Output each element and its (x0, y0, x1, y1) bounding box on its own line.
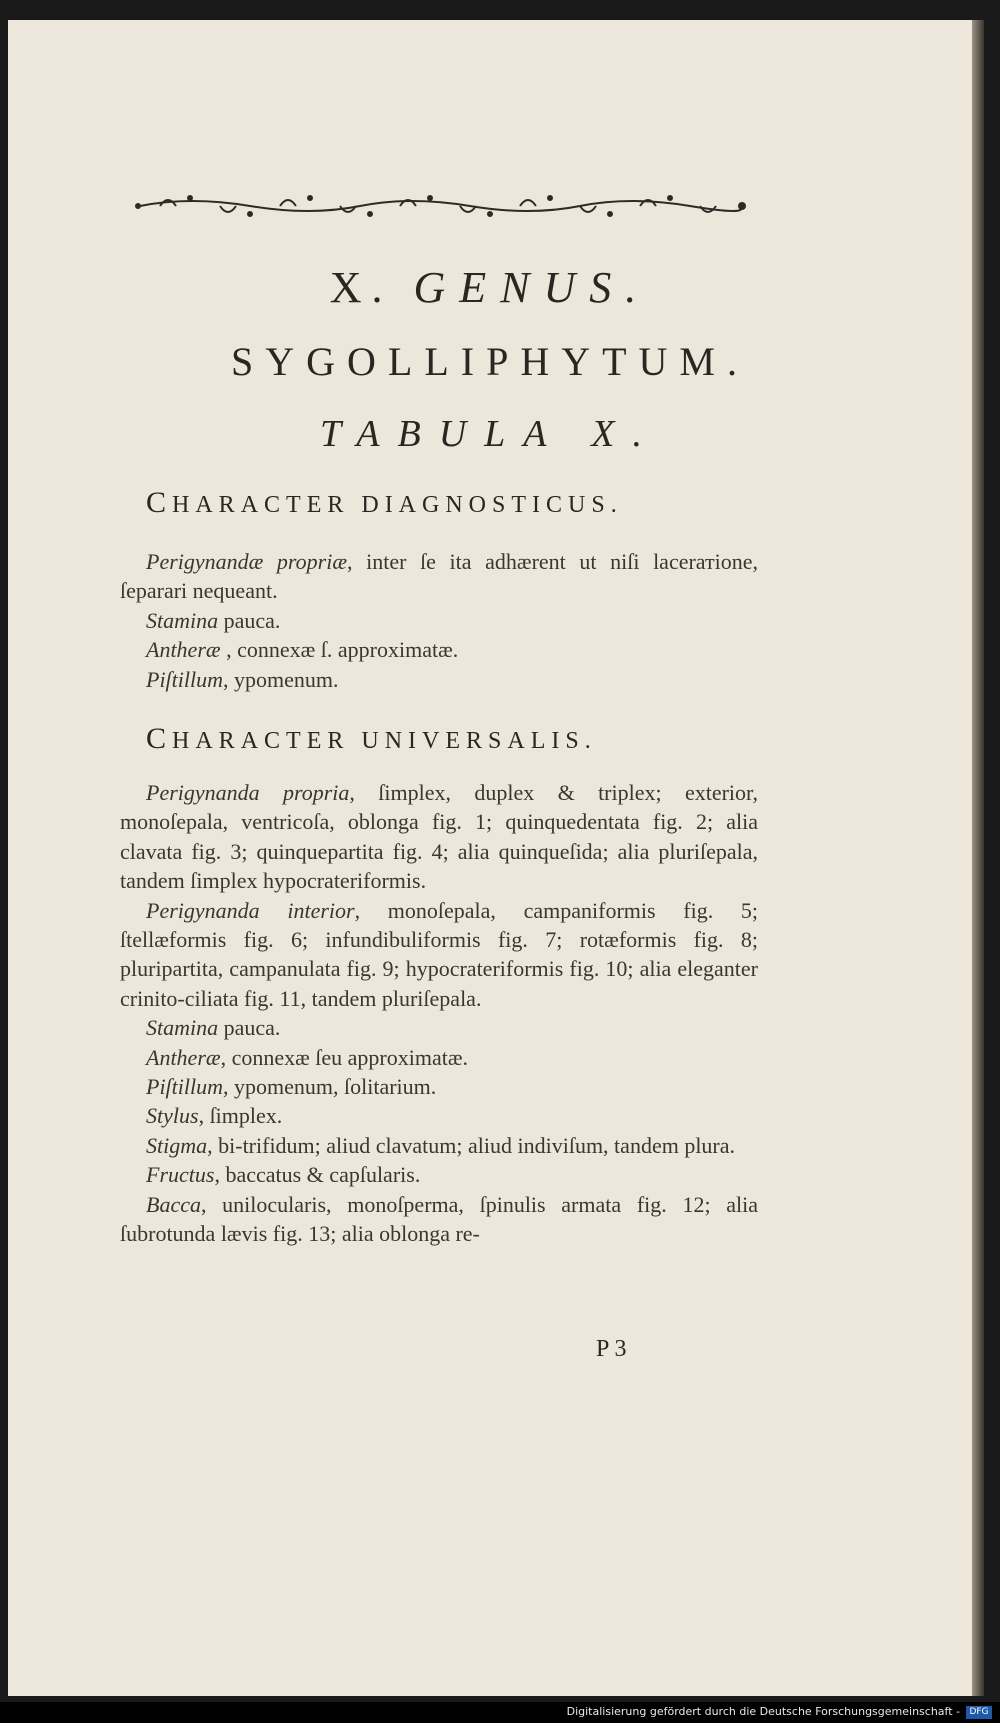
footer-bar (0, 1702, 1000, 1723)
paragraph (120, 665, 758, 694)
term: Stigma (146, 1132, 208, 1158)
description: , bi-trifidum; aliud clavatum; aliud indiviſum, tandem plura. (207, 1132, 736, 1158)
section-heading-diagnosticus (146, 486, 623, 520)
heading-initial: C (146, 722, 173, 755)
description: , baccatus & capſularis. (214, 1162, 421, 1188)
term: Stylus (146, 1103, 199, 1129)
section-heading-universalis (146, 722, 597, 756)
description: , ypomenum, ſolitarium. (223, 1074, 437, 1100)
term: Antheræ (146, 637, 221, 663)
paragraph (120, 1101, 758, 1130)
heading-initial: C (146, 486, 173, 519)
term: Perigynandæ propriæ (146, 549, 348, 574)
diagnosticus-text (120, 547, 758, 694)
term: Fructus (146, 1162, 215, 1188)
term: Perigynanda propria (146, 780, 350, 805)
description: , ypomenum. (223, 666, 339, 692)
paragraph (120, 1072, 758, 1101)
footer-credit: Digitalisierung gefördert durch die Deutsche Forschungsgemeinschaft - (566, 1705, 960, 1718)
vine-ornament-icon (130, 186, 750, 226)
paragraph (120, 635, 758, 664)
tabula-title: TABULA X. (319, 413, 661, 455)
term: Antheræ (146, 1044, 221, 1070)
description: , inter ſe ita adhærent ut niſi lacerатione, ſeparari nequeant. (120, 549, 758, 604)
term: Bacca (146, 1191, 201, 1217)
term: Piſtillum (146, 1074, 223, 1100)
paragraph (120, 1043, 758, 1072)
paragraph (120, 1013, 758, 1042)
paragraph (120, 1190, 758, 1249)
universalis-text (120, 778, 758, 1249)
term: Stamina (146, 1015, 219, 1041)
description: , unilocularis, monoſperma, ſpinulis armata fig. 12; alia ſubrotunda lævis fig. 13; alia oblonga re- (120, 1191, 758, 1247)
heading-text: HARACTER UNIVERSALIS. (172, 728, 597, 754)
paragraph (120, 778, 758, 896)
paragraph (120, 1160, 758, 1189)
description: , ſimplex, duplex & triplex; exterior, monoſepala, ventricoſa, oblonga fig. 1; quinquedentata fig. 2; alia clavata fig. 3; quinquepartita fig. 4; alia quinqueſida; alia pluriſepala, tandem ſimplex hypocrateriformis. (120, 780, 758, 894)
term: Perigynanda interior (146, 897, 355, 923)
paragraph (120, 547, 758, 606)
description: pauca. (218, 1015, 281, 1041)
description: , connexæ ſeu approximatæ. (220, 1044, 469, 1070)
description: , connexæ ſ. approximatæ. (220, 637, 459, 663)
dfg-logo-icon: DFG (966, 1706, 992, 1719)
description: , monoſepala, campaniformis fig. 5; ſtellæformis fig. 6; infundibuliformis fig. 7; rotæformis fig. 8; pluripartita, campanulata fig. 9; hypocrateriformis fig. 10; alia eleganter crinito-ciliata fig. 11, tandem pluriſepala. (120, 897, 759, 1011)
term: Piſtillum (146, 666, 223, 692)
paragraph (120, 1131, 758, 1160)
description: , ſimplex. (198, 1103, 283, 1129)
description: pauca. (218, 607, 281, 633)
genus-number: X. (329, 263, 393, 312)
heading-text: HARACTER DIAGNOSTICUS. (172, 492, 623, 518)
genus-title (0, 262, 980, 313)
signature-mark: P 3 (596, 1336, 627, 1362)
genus-name: SYGOLLIPHYTUM. (231, 339, 749, 384)
term: Stamina (146, 607, 219, 633)
paragraph (120, 896, 758, 1014)
genus-word: GENUS. (413, 263, 651, 312)
paragraph (120, 606, 758, 635)
